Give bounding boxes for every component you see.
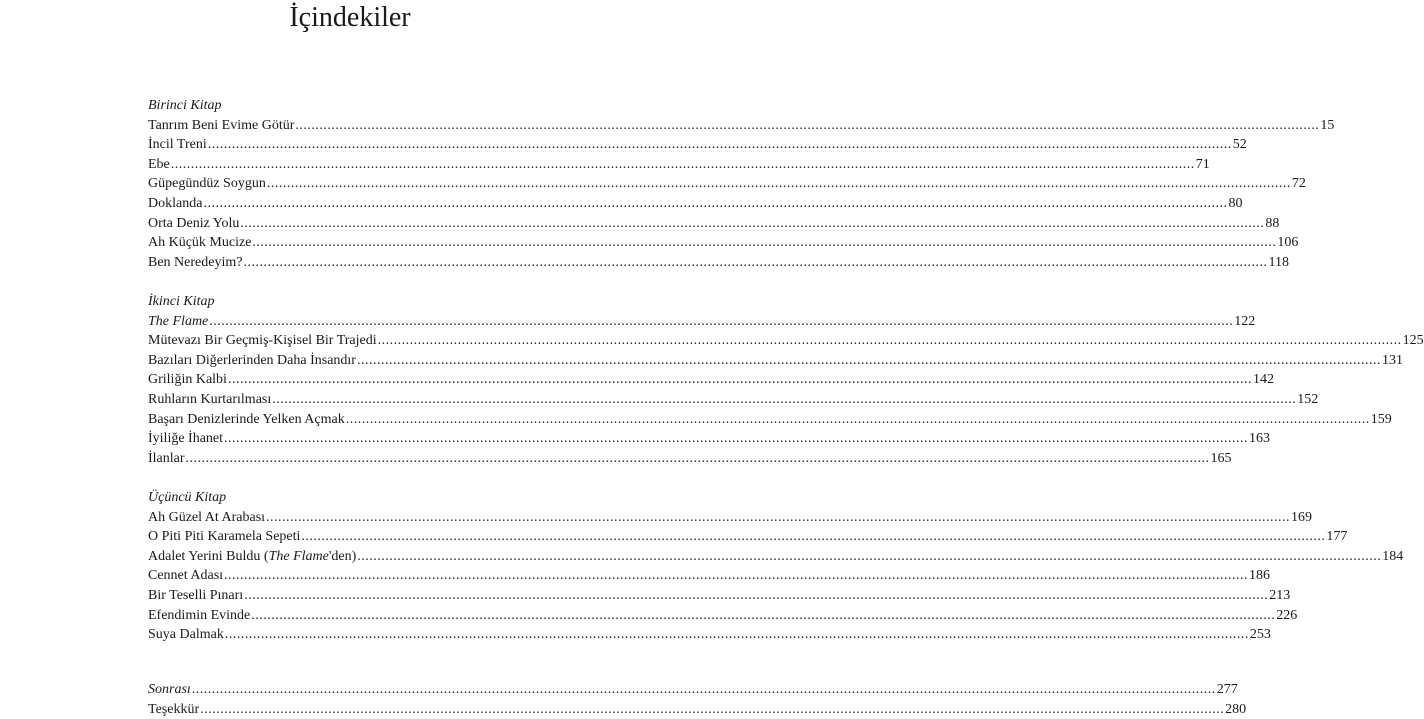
toc-entry[interactable]: [148, 155, 1210, 175]
dot-leader: [251, 606, 1275, 626]
dot-leader: [378, 331, 1402, 351]
entry-page-number: 277: [1216, 682, 1238, 697]
entry-title: Tanrım Beni Evime Götür: [148, 117, 295, 133]
entry-title-pre: Adalet Yerini Buldu (: [148, 548, 269, 564]
dot-leader: [200, 700, 1224, 719]
entry-title: Ben Neredeyim?: [148, 254, 243, 270]
toc-entry[interactable]: [148, 194, 1243, 214]
toc-entry[interactable]: [148, 508, 1313, 528]
section-heading: Birinci Kitap: [148, 98, 222, 113]
entry-title: O Piti Piti Karamela Sepeti: [148, 529, 301, 545]
entry-page-number: 80: [1228, 195, 1243, 211]
entry-title: Suya Dalmak: [148, 627, 224, 643]
dot-leader: [301, 527, 1325, 547]
toc-entry[interactable]: [148, 331, 1424, 351]
dot-leader: [186, 449, 1210, 469]
toc-entry[interactable]: [148, 700, 1247, 719]
dot-leader: [228, 370, 1252, 390]
entry-title: Ruhların Kurtarılması: [148, 391, 272, 407]
dot-leader: [267, 174, 1291, 194]
dot-leader: [252, 233, 1276, 253]
entry-page-number: 122: [1234, 313, 1256, 329]
dot-leader: [224, 429, 1248, 449]
entry-page-number: 106: [1277, 235, 1299, 251]
entry-title: Cennet Adası: [148, 568, 224, 584]
entry-title: İlanlar: [148, 450, 185, 466]
dot-leader: [203, 194, 1227, 214]
entry-page-number: 213: [1269, 587, 1291, 603]
entry-title: İncil Treni: [148, 137, 207, 153]
entry-page-number: 226: [1276, 607, 1298, 623]
entry-page-number: 72: [1291, 176, 1306, 192]
dot-leader: [243, 253, 1267, 273]
entry-title: Bazıları Diğerlerinden Daha İnsandır: [148, 352, 356, 368]
entry-page-number: 118: [1268, 254, 1289, 270]
toc-entry[interactable]: [148, 116, 1335, 136]
dot-leader: [225, 625, 1249, 645]
toc-entry[interactable]: [148, 527, 1348, 547]
entry-title: Teşekkür: [148, 701, 200, 717]
entry-page-number: 15: [1320, 117, 1335, 133]
dot-leader: [272, 390, 1296, 410]
entry-title: Ah Güzel At Arabası: [148, 509, 266, 525]
toc-entry[interactable]: [148, 312, 1256, 332]
toc-entry[interactable]: [148, 606, 1298, 626]
toc-section-book-two: [148, 292, 1424, 468]
entry-page-number: 253: [1249, 627, 1271, 643]
entry-page-number: 177: [1326, 529, 1348, 545]
toc-section-book-one: [148, 96, 1335, 272]
entry-title: İyiliğe İhanet: [148, 431, 224, 447]
entry-title: Ebe: [148, 156, 170, 172]
entry-page-number: 165: [1210, 450, 1232, 466]
entry-title-post: 'den): [328, 548, 357, 564]
entry-page-number: 159: [1370, 411, 1392, 427]
entry-page-number: 71: [1195, 156, 1210, 172]
toc-entry[interactable]: [148, 135, 1247, 155]
toc-entry[interactable]: [148, 625, 1271, 645]
toc-entry[interactable]: [148, 370, 1274, 390]
entry-title-italic: The Flame: [268, 548, 329, 564]
toc-entry[interactable]: [148, 390, 1319, 410]
dot-leader: [357, 351, 1381, 371]
toc-entry[interactable]: [148, 547, 1404, 567]
entry-page-number: 152: [1297, 391, 1319, 407]
dot-leader: [240, 214, 1264, 234]
entry-title: Griliğin Kalbi: [148, 372, 227, 388]
toc-entry[interactable]: [148, 449, 1232, 469]
entry-title: Doklanda: [148, 195, 203, 211]
dot-leader: [295, 116, 1319, 136]
toc-entry[interactable]: [148, 351, 1403, 371]
dot-leader: [357, 547, 1381, 567]
entry-page-number: 163: [1249, 431, 1271, 447]
entry-page-number: 142: [1252, 372, 1274, 388]
dot-leader: [346, 410, 1370, 430]
section-heading: Üçüncü Kitap: [148, 490, 227, 505]
toc-entry[interactable]: [148, 174, 1306, 194]
entry-title: Sonrası: [148, 682, 191, 697]
entry-title: Başarı Denizlerinde Yelken Açmak: [148, 411, 345, 427]
toc-section-back-matter: [148, 680, 1247, 719]
toc-entry[interactable]: [148, 214, 1280, 234]
toc-entry[interactable]: [148, 566, 1271, 586]
dot-leader: [209, 312, 1233, 332]
toc-section-book-three: [148, 488, 1404, 645]
entry-page-number: 88: [1265, 215, 1280, 231]
entry-title: Orta Deniz Yolu: [148, 215, 240, 231]
entry-page-number: 169: [1291, 509, 1313, 525]
dot-leader: [208, 135, 1232, 155]
toc-entry[interactable]: [148, 586, 1291, 606]
entry-title: Ah Küçük Mucize: [148, 235, 252, 251]
entry-page-number: 131: [1381, 352, 1403, 368]
toc-entry[interactable]: [148, 680, 1238, 700]
entry-page-number: 186: [1249, 568, 1271, 584]
entry-page-number: 52: [1232, 137, 1247, 153]
entry-title: Bir Teselli Pınarı: [148, 587, 244, 603]
entry-title: Güpegündüz Soygun: [148, 176, 266, 192]
entry-page-number: 280: [1225, 701, 1247, 717]
toc-entry[interactable]: [148, 429, 1271, 449]
entry-title: The Flame: [148, 313, 209, 329]
dot-leader: [171, 155, 1195, 175]
page-title: İçindekiler: [289, 2, 411, 33]
dot-leader: [192, 680, 1216, 700]
toc-entry[interactable]: [148, 410, 1392, 430]
entry-title: [148, 547, 356, 567]
dot-leader: [224, 566, 1248, 586]
entry-page-number: 125: [1402, 333, 1424, 349]
entry-page-number: 184: [1382, 548, 1404, 564]
section-heading: İkinci Kitap: [148, 294, 215, 309]
entry-title: Efendimin Evinde: [148, 607, 251, 623]
toc-entry[interactable]: [148, 253, 1289, 273]
dot-leader: [266, 508, 1290, 528]
toc-entry[interactable]: [148, 233, 1299, 253]
dot-leader: [244, 586, 1268, 606]
entry-title: Mütevazı Bir Geçmiş-Kişisel Bir Trajedi: [148, 333, 377, 349]
